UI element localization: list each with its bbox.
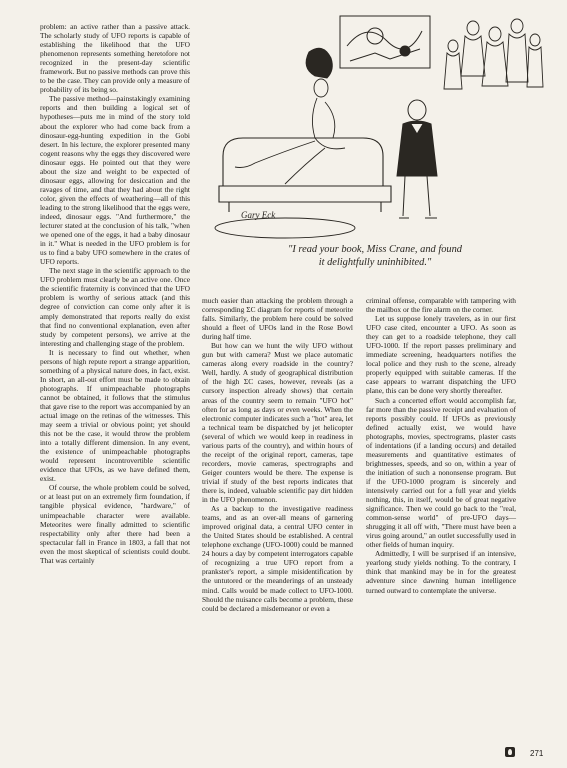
paragraph: Such a concerted effort would accomplish far, far more than the passive receipt and evaluation of reports possibly could. If UFOs as previously defined actually exist, we would have photographs, movies, spectrograms, plaster casts of indentations (if a landing occurs) and detailed measurements and quantitative estimates of brightnesses, speeds, and so on, within a year of the initiation of such a nononsense program. But if the UFO-1000 program is sincerely and intensively carried out for a full year and yields nothing, this, in itself, would be of great negative significance. Then we could go back to the "real, common-sense world" of pre-UFO days—shrugging it all off with, "There must have been a virus going around," an outlet successfully used in other fields of human inquiry. — [366, 395, 516, 550]
paragraph: much easier than attacking the problem through a corresponding ΣC diagram for reports of meteorite falls. Similarly, the problem here could be solved should a fleet of UFOs land in the Rose Bowl during half time. — [202, 296, 353, 342]
playboy-bunny-icon — [505, 747, 515, 757]
article-column-3 — [366, 296, 516, 595]
paragraph: Of course, the whole problem could be solved, or at least put on an extremely firm foundation, if tangible physical evidence, "hardware," of unimpeachable character were available. Meteorites were finally admitted to scientific respectability only after there had been a spectacular fall in France in 1803, a fall that not even the most skeptical of scientists could doubt. That was certainly — [40, 483, 190, 565]
rug — [215, 218, 355, 238]
party-crowd — [444, 19, 543, 89]
paragraph: Admittedly, I will be surprised if an intensive, yearlong study yields nothing. To the contrary, I think that mankind may be in for the greatest adventure since dawning human intelligence turned outward to contemplate the universe. — [366, 549, 516, 595]
caption-line-2: it delightfully uninhibited." — [318, 256, 432, 268]
reclining-woman — [235, 48, 345, 184]
paragraph: The passive method—painstakingly examining reports and then building a logical set of hypotheses—puts me in mind of the story told about the explorer who had come back from a dinosaur-egg-hunting expedition in the Gobi desert. In his lecture, the explorer presented many cogent reasons why the eggs they discovered were dinosaur eggs. He pointed out that they were about the size and weight to be expected of dinosaur eggs, allowing for desiccation and the ravages of time, and that they had about the right color, given the effects of weathering—all of this leading to the strong likelihood that the eggs were, indeed, dinosaur eggs. "And furthermore," the lecturer stated at the conclusion of his talk, "when we opened one of the eggs, it had a baby dinosaur in it." What is needed in the UFO problem is for us to find a baby UFO somewhere in the crates of UFO reports. — [40, 94, 190, 267]
paragraph: As a backup to the investigative readiness teams, and as an over-all means of garnering improved original data, a central UFO center in the United States should be established. A central telephone exchange (UFO-1000) could be manned 24 hours a day by competent interrogators capable of recognizing a true UFO report from a prankster's report, a simple misidentification by the untutored or the meanderings of an unsteady mind. Calls would be made collect to UFO-1000. Should the nuisance calls become a problem, these could be declared a misdemeanor or even a — [202, 504, 353, 613]
cartoon-illustration — [205, 6, 545, 242]
paragraph: It is necessary to find out whether, when persons of high repute report a strange apparition, something of a physical nature does, in fact, exist. In short, an all-out effort must be made to obtain photographs. If unimpeachable photographs cannot be obtained, it follows that the stimulus that gave rise to the report was accompanied by an actual image on the retinas of the witnesses. This may seem a trivial or obvious point; yet should this not be the case, it would throw the problem into a totally different dimension. In any event, the existence of unimpeachable photographs would represent incontrovertible scientific evidence that UFOs, as we have defined them, exist. — [40, 347, 190, 484]
man-in-suit — [397, 100, 437, 218]
paragraph: problem: an active rather than a passive attack. The scholarly study of UFO reports is capable of establishing the likelihood that the UFO phenomenon represents something heretofore not recognized in the present-day scientific framework. But no passive methods can prove this to be the case. They can provide only a measure of probability of its being so. — [40, 22, 190, 95]
artist-signature: Gary Eck — [241, 210, 276, 220]
article-column-2 — [202, 296, 353, 613]
article-column-1 — [40, 22, 190, 565]
cartoon-caption — [205, 244, 545, 269]
caption-line-1: "I read your book, Miss Crane, and found — [288, 244, 462, 255]
paragraph: The next stage in the scientific approach to the UFO problem must clearly be an active one. Once the scientific fraternity is convinced that the UFO problem is worthy of serious attack (and this degree of conviction can come only after it is amply demonstrated that reports really do exist that find no conventional explanation, even after study by competent persons), we arrive at the interesting and challenging stage of the problem. — [40, 266, 190, 348]
paragraph: Let us suppose lonely travelers, as in our first UFO case cited, encounter a UFO. As soon as they can get to a roadside telephone, they call UFO-1000. If the report passes preliminary and immediate screening, headquarters notifies the local police and they rush to the scene, already properly equipped with suitable cameras. If the case appears to warrant dispatching the UFO plane, this can be done very shortly thereafter. — [366, 314, 516, 396]
paragraph: criminal offense, comparable with tampering with the mailbox or the fire alarm on the corner. — [366, 296, 516, 315]
paragraph: But how can we hunt the wily UFO without gun but with camera? Must we place automatic cameras along every roadside in the country? Well, hardly. A study of geographical distribution of the high ΣC cases, however, reveals (as a cursory inspection already shows) that certain areas of the country seem to remain "UFO hot" often for as long as days or even weeks. When the electronic computer indicates such a "hot" area, let a technical team be dispatched by jet helicopter (several of which we would keep in readiness in various parts of the country), and within hours of the receipt of the original report, cameras, tape recorders, movie cameras, spectrographs and Geiger counters would be there. The expense is trivial if study of the best reports indicates that there is, indeed, valuable scientific pay dirt hidden in the UFO phenomenon. — [202, 341, 353, 505]
abstract-painting — [340, 16, 430, 68]
page-number: 271 — [530, 749, 544, 758]
sofa — [219, 138, 391, 212]
